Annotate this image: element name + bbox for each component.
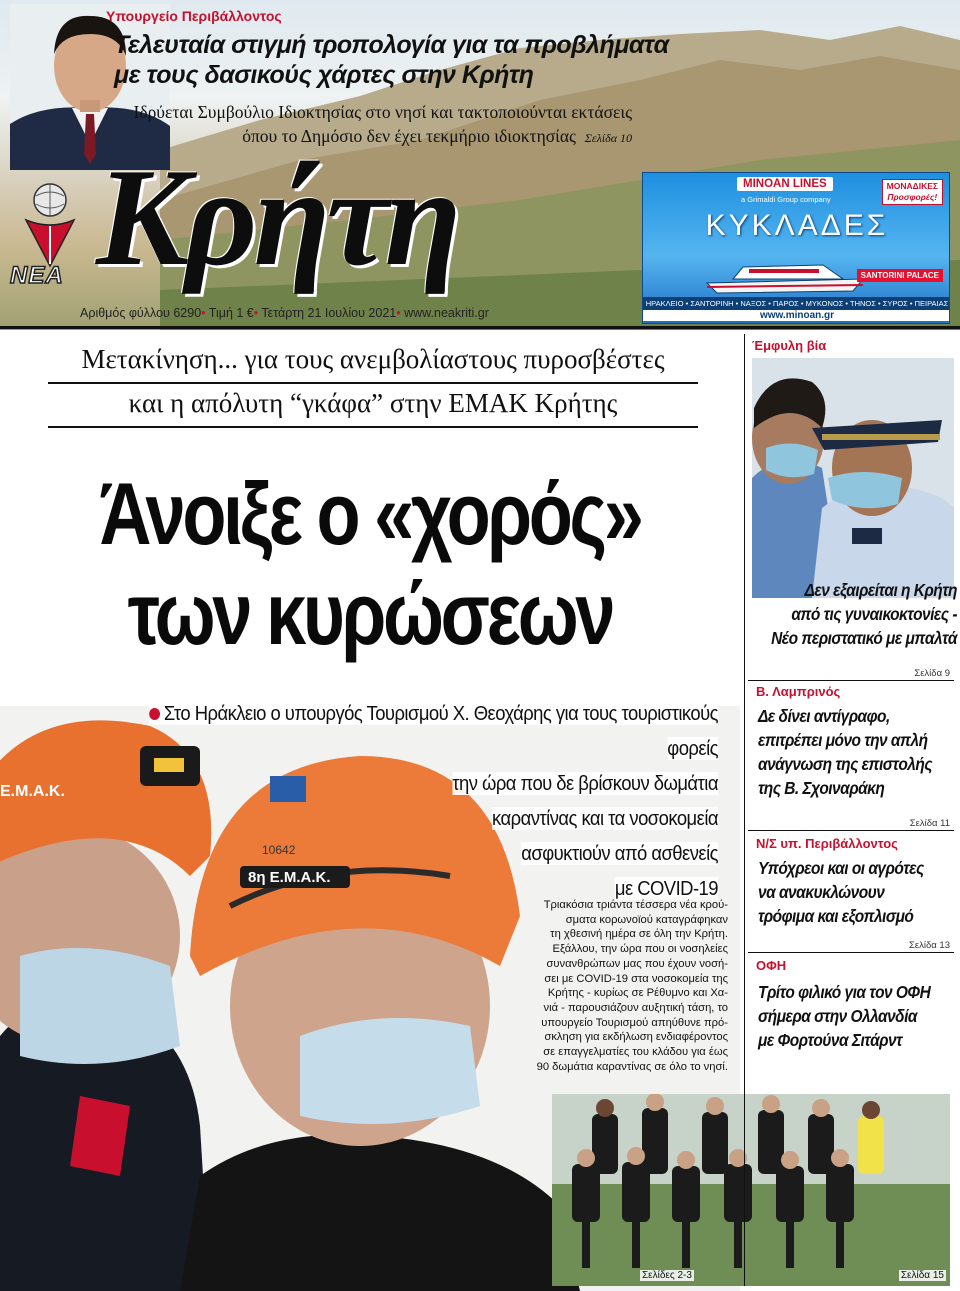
ad-url[interactable]: www.minoan.gr: [643, 310, 950, 321]
ad-brand-sub: a Grimaldi Group company: [741, 195, 831, 204]
helmet-unit-label: 8η Ε.Μ.Α.Κ.: [248, 869, 331, 886]
top-story-page-ref: Σελίδα 10: [584, 131, 632, 145]
issue-info-line: Αριθμός φύλλου 6290• Τιμή 1 €• Τετάρτη 21 Ιουλίου 2021• www.neakriti.gr: [80, 306, 489, 320]
sidebar-kicker: Ν/Σ υπ. Περιβάλλοντος: [756, 836, 898, 851]
bullet-line-text: Στο Ηράκλειο ο υπουργός Τουρισμού Χ. Θεοχάρης για τους τουριστικούς φορείς: [163, 702, 718, 760]
sidebar-headline-line: Δεν εξαιρείται η Κρήτη: [804, 580, 957, 600]
bullet-dot-icon: [150, 708, 161, 720]
ad-title: ΚΥΚΛΑΔΕΣ: [705, 209, 889, 242]
bullet-line-text: την ώρα που δε βρίσκουν δωμάτια: [452, 772, 718, 795]
sidebar-kicker: ΟΦΗ: [756, 958, 787, 973]
top-headline-line: Τελευταία στιγμή τροπολογία για τα προβλήματα: [114, 31, 669, 59]
newspaper-emblem-icon: [14, 176, 94, 276]
issue-date: Τετάρτη 21 Ιουλίου 2021: [261, 306, 397, 320]
sidebar-headline[interactable]: [758, 856, 960, 928]
deck-line: Μετακίνηση... για τους ανεμβολίαστους πυροσβέστες: [81, 344, 665, 374]
headline-line: Άνοιξε ο «χορός»: [99, 464, 641, 563]
helmet-left-label: Ε.Μ.Α.Κ.: [0, 783, 65, 800]
top-story-headline[interactable]: [114, 30, 674, 90]
body-line: σκληση για εκδήλωση ενδιαφέροντος: [544, 1031, 728, 1044]
sidebar-divider: [748, 952, 954, 953]
sidebar-divider: [748, 680, 954, 681]
issue-number: Αριθμός φύλλου 6290: [80, 306, 202, 320]
main-headline[interactable]: [67, 464, 674, 664]
ad-badge-line: Προσφορές!: [887, 192, 938, 202]
website-link[interactable]: www.neakriti.gr: [404, 306, 489, 320]
deck-line: και η απόλυτη “γκάφα” στην ΕΜΑΚ Κρήτης: [128, 388, 618, 418]
masthead-divider: [0, 326, 960, 329]
ad-badge-line: ΜΟΝΑΔΙΚΕΣ: [886, 181, 938, 191]
column-divider: [744, 334, 745, 1286]
sidebar-page-ref: Σελίδα 13: [909, 940, 950, 951]
bullet-line-text: με COVID-19: [614, 877, 718, 900]
sidebar-headline-line: από τις γυναικοκτονίες -: [791, 604, 957, 624]
sidebar-headline-line: της Β. Σχοιναράκη: [758, 778, 885, 798]
sidebar-divider: [748, 830, 954, 831]
ofi-team-photo: [552, 1094, 950, 1286]
issue-price: Τιμή 1 €: [208, 306, 254, 320]
sidebar-headline[interactable]: [758, 704, 960, 800]
ad-offer-badge: [882, 179, 943, 205]
body-line: Εξάλλου, την ώρα που οι νοσηλείες: [552, 943, 728, 956]
body-line: συνανθρώπων μας που έχουν νοσή-: [546, 957, 728, 970]
sidebar-headline-line: επιτρέπει μόνο την απλή: [758, 730, 928, 750]
masthead: [0, 0, 960, 330]
helmet-number-label: 10642: [262, 843, 296, 857]
body-line: νιά - παρουσιάζουν αυξητική τάση, το: [543, 1001, 728, 1014]
logo-title[interactable]: Κρήτη: [96, 140, 458, 295]
sidebar-headline-line: τρόφιμα και εξοπλισμό: [758, 906, 914, 926]
deck-divider: [48, 426, 698, 428]
sport-page-ref: Σελίδα 15: [900, 1270, 944, 1281]
ad-palace-label: SANTORINI PALACE: [857, 269, 943, 282]
story-bullet-summary: [142, 696, 718, 906]
sidebar-headline-line: Υπόχρεοι και οι αγρότες: [758, 858, 924, 878]
ad-brand: MINOAN LINES: [737, 177, 833, 191]
body-line: Τριακόσια τριάντα τέσσερα νέα κρού-: [543, 899, 728, 911]
body-line: 90 δωμάτια καραντίνας σε όλο το νησί.: [536, 1060, 728, 1073]
body-line: Κρήτης - κυρίως σε Ρέθυμνο και Χα-: [547, 987, 728, 1000]
story-body-text: [516, 898, 728, 1074]
top-sub-text: όπου το Δημόσιο δεν έχει τεκμήριο ιδιοκτησίας: [242, 126, 576, 146]
top-headline-line: με τους δασικούς χάρτες στην Κρήτη: [114, 61, 534, 89]
deck-divider: [48, 382, 698, 384]
sidebar-headline[interactable]: [758, 980, 960, 1052]
body-line: σε επαγγελματίες του κλάδου για έως: [543, 1046, 728, 1059]
sidebar-kicker: Β. Λαμπρινός: [756, 684, 841, 699]
headline-line: των κυρώσεων: [127, 564, 613, 663]
sidebar-page-ref: Σελίδα 11: [909, 818, 950, 829]
sidebar-headline[interactable]: [754, 578, 957, 650]
body-line: σματα κορωνοϊού καταγράφηκαν: [565, 913, 728, 926]
pages-ref: Σελίδες 2-3: [642, 1270, 692, 1281]
ferry-ship-icon: [703, 255, 873, 295]
body-line: σει με COVID-19 στα νοσοκομεία της: [544, 972, 728, 985]
sidebar-headline-line: Τρίτο φιλικό για τον ΟΦΗ: [758, 982, 931, 1002]
body-line: τη χθεσινή ημέρα σε όλη την Κρήτη.: [550, 928, 728, 941]
bullet-line-text: καραντίνας και τα νοσοκομεία: [492, 807, 718, 830]
sidebar-headline-line: με Φορτούνα Σιτάρντ: [758, 1030, 902, 1050]
sidebar-headline-line: ανάγνωση της επιστολής: [758, 754, 933, 774]
sidebar-headline-line: σήμερα στην Ολλανδία: [758, 1006, 917, 1026]
logo-nea: ΝΕΑ: [10, 262, 64, 289]
sidebar-headline-line: να ανακυκλώνουν: [758, 882, 885, 902]
sidebar-page-ref: Σελίδα 9: [914, 668, 950, 679]
sidebar-headline-line: Νέο περιστατικό με μπαλτά: [771, 628, 957, 648]
body-line: υπουργείο Τουρισμού απηύθυνε πρό-: [541, 1016, 728, 1029]
police-officer-photo: [752, 358, 954, 598]
bullet-line-text: ασφυκτιούν από ασθενείς: [521, 842, 718, 865]
ad-ports: ΗΡΑΚΛΕΙΟ • ΣΑΝΤΟΡΙΝΗ • ΝΑΞΟΣ • ΠΑΡΟΣ • ΜΥΚΟΝΟΣ • ΤΗΝΟΣ • ΣΥΡΟΣ • ΠΕΙΡΑΙΑΣ: [643, 297, 950, 310]
top-sub-line: Ιδρύεται Συμβούλιο Ιδιοκτησίας στο νησί και τακτοποιούνται εκτάσεις: [133, 102, 632, 122]
minoan-lines-ad[interactable]: [642, 172, 950, 324]
sidebar-headline-line: Δε δίνει αντίγραφο,: [758, 706, 890, 726]
top-story-kicker: Υπουργείο Περιβάλλοντος: [106, 8, 282, 24]
sidebar-kicker: Έμφυλη βία: [752, 338, 827, 353]
